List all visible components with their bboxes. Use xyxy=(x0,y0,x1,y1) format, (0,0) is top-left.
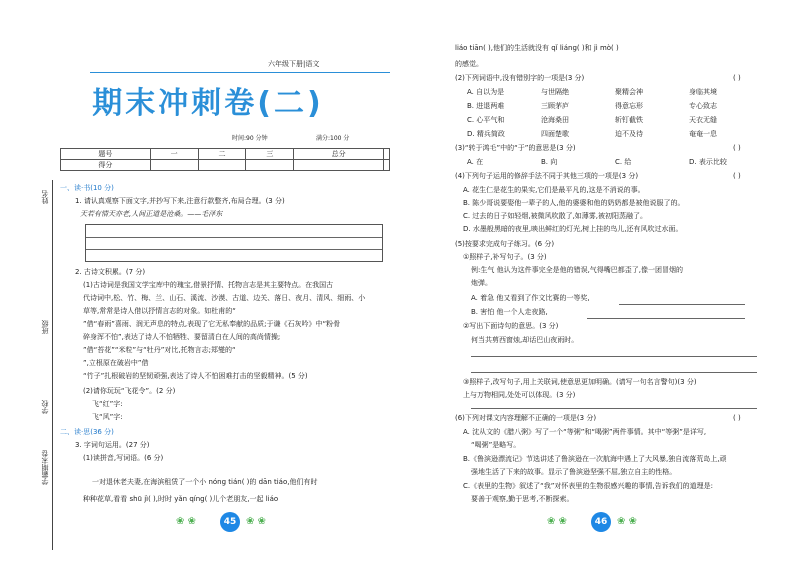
question-1-text: 天若有情天亦老,人间正道是沧桑。——毛泽东 xyxy=(80,210,223,218)
q2-sub-2: (2)请你玩玩“飞花令”。(2 分) xyxy=(83,387,176,395)
score-input-cell[interactable] xyxy=(246,160,294,171)
question-r5: (5)按要求完成句子练习。(6 分) xyxy=(455,240,555,248)
question-r2: (2)下列词语中,没有错别字的一项是(3 分) xyxy=(455,74,585,82)
table-cell: 总分 xyxy=(294,149,384,160)
r-line: 的感觉。 xyxy=(455,60,483,68)
flower-icon: ❀ ❀ xyxy=(176,516,196,527)
right-page xyxy=(397,0,794,562)
answer-line[interactable] xyxy=(619,304,745,305)
title-box xyxy=(80,72,336,124)
answer-paren[interactable]: ( ) xyxy=(733,172,741,180)
score-label: 满分:100 分 xyxy=(316,135,350,142)
question-2: 2. 古诗文积累。(7 分) xyxy=(75,268,146,276)
option-word: 迫不及待 xyxy=(615,130,643,138)
question-r4: (4)下列句子运用的修辞手法不同于其他三项的一项是(3 分) xyxy=(455,172,639,180)
writing-line xyxy=(86,249,382,250)
r5-example: 例:生气 他认为这件事完全是他的错误,气得嘴巴都歪了,像一团冒烟的 xyxy=(471,266,684,274)
score-input-cell[interactable] xyxy=(294,160,384,171)
answer-paren[interactable]: ( ) xyxy=(733,144,741,152)
option-b: B. 进退两难 xyxy=(467,102,505,110)
q2-line: 碎身浑不怕”,表达了诗人不怕牺牲、要留清白在人间的高尚情操; xyxy=(83,333,281,341)
question-r3: (3)“转于鸿毛”中的“于”的意思是(3 分) xyxy=(455,144,576,152)
answer-paren[interactable]: ( ) xyxy=(733,414,741,422)
r-line: liáo tiān( ),他们的生活就没有 qǐ liáng( )和 jì mò( ) xyxy=(455,44,619,52)
option-c: C. 给 xyxy=(615,158,632,166)
q2-line: (1)古诗词是我国文学宝库中的瑰宝,借景抒情、托物言志是其主要特点。在我国古 xyxy=(83,281,334,289)
score-input-cell[interactable] xyxy=(383,160,389,171)
r5-sub-2: ②写出下面诗句的意思。(3 分) xyxy=(463,322,559,330)
side-label-name: 姓名 xyxy=(41,190,49,204)
option-a: A. 自以为是 xyxy=(467,88,505,96)
option-word: 聚精会神 xyxy=(615,88,643,96)
side-label-class: 班级 xyxy=(41,320,49,334)
answer-paren[interactable]: ( ) xyxy=(733,74,741,82)
answer-line[interactable] xyxy=(471,408,757,409)
flower-icon: ❀ ❀ xyxy=(617,516,637,527)
option-word: 与世隔绝 xyxy=(541,88,569,96)
q2-line: ”,立根原在破岩中”借 xyxy=(83,359,149,367)
table-cell: 题号 xyxy=(61,149,151,160)
page-number: 45 xyxy=(220,512,240,532)
option-word: 四面楚歌 xyxy=(541,130,569,138)
option-c-cont: 要善于观察,勤于思考,不断探索。 xyxy=(471,495,574,503)
side-label-school: 学校 xyxy=(41,400,49,414)
side-label-series: 学霸期末卷 xyxy=(41,450,49,485)
q3-sub-1: (1)读拼音,写词语。(6 分) xyxy=(83,454,164,462)
question-r6: (6)下列对课文内容理解不正确的一项是(3 分) xyxy=(455,414,597,422)
option-a: A. 在 xyxy=(467,158,484,166)
q2-line: 草等,常常是诗人借以抒情言志的对象。如杜甫的“ xyxy=(83,307,236,315)
time-label: 时间:90 分钟 xyxy=(232,135,268,142)
answer-line[interactable] xyxy=(471,356,757,357)
fly-flower-wind: 飞“风”字: xyxy=(92,413,123,421)
option-c: C.《表里的生物》叙述了“我”对怀表里的生物很感兴趣的事情,告诉我们的道理是: xyxy=(463,482,713,490)
page-number: 46 xyxy=(591,512,611,532)
q2-line: ”借“春雨”喜雨、润无声息的特点,表现了它无私奉献的品质;于谦《石灰吟》中“粉骨 xyxy=(83,320,341,328)
option-c: C. 过去的日子如轻烟,被微风吹散了,如薄雾,被初阳蒸融了。 xyxy=(463,212,648,220)
score-table-header xyxy=(61,149,390,160)
option-b: B.《鲁滨逊漂流记》节选讲述了鲁滨逊在一次航海中遇上了大风暴,独自流落荒岛上,顽 xyxy=(463,455,727,463)
section-2-heading: 二、读·思(36 分) xyxy=(60,428,114,436)
option-d: D. 水墨般黑暗的夜里,映出鲜红的灯光,树上挂的鸟儿,还有风吹过水面。 xyxy=(463,225,683,233)
q2-line: 代诗词中,松、竹、梅、兰、山石、溪流、沙漠、古道、边关、落日、夜月、清风、细雨、小 xyxy=(83,294,366,302)
question-3: 3. 字词句运用。(27 分) xyxy=(75,441,150,449)
option-a-cont: “喝粥”是略写。 xyxy=(471,441,521,449)
option-word: 奄奄一息 xyxy=(689,130,717,138)
q2-line: “竹子”扎根破岩的坚韧顽强,表达了诗人不怕困难打击的坚毅精神。(5 分) xyxy=(83,372,308,380)
table-cell: 得分 xyxy=(61,160,151,171)
q3-line: 一对退休老夫妻,在海滨租赁了一个小 nóng tián( )的 dān tiáo,他们有时 xyxy=(92,478,318,486)
option-a: A. 沈从文的《腊八粥》写了一个“等粥”和“喝粥”两件事情。其中“等粥”是详写, xyxy=(463,428,707,436)
r5-item-a: A. 着急 他又看到了作文比赛的一等奖, xyxy=(471,294,590,302)
grade-label: 六年级下册|语文 xyxy=(268,60,320,68)
answer-line[interactable] xyxy=(471,372,757,373)
option-word: 三顾茅庐 xyxy=(541,102,569,110)
option-word: 身临其境 xyxy=(689,88,717,96)
writing-line xyxy=(86,237,382,238)
score-table xyxy=(60,148,390,171)
q2-line: ”借“苔花”“米粒”与“牡丹”对比,托物言志;郑燮的“ xyxy=(83,346,236,354)
option-d: D. 表示比较 xyxy=(689,158,727,166)
page-title: 期末冲刺卷(二) xyxy=(92,86,324,121)
option-d: D. 精兵简政 xyxy=(467,130,505,138)
r5-item-b: B. 害怕 他一个人走夜路, xyxy=(471,308,548,316)
option-word: 天衣无缝 xyxy=(689,116,717,124)
option-word: 沧海桑田 xyxy=(541,116,569,124)
option-word: 斩钉截铁 xyxy=(615,116,643,124)
table-cell: 三 xyxy=(246,149,294,160)
option-b: B. 向 xyxy=(541,158,558,166)
question-1: 1. 请认真观察下面文字,并抄写下来,注意行款整齐,布局合理。(3 分) xyxy=(75,197,285,205)
option-word: 专心致志 xyxy=(689,102,717,110)
r5-sub-3b: 上与万物相同,处处可以体现。(3 分) xyxy=(463,391,576,399)
option-a: A. 花生仁是花生的果实,它们是最平凡的,这是不消说的事。 xyxy=(463,186,645,194)
option-b-cont: 强地生活了下来的故事。显示了鲁滨逊坚强不屈,独立自主的性格。 xyxy=(471,468,677,476)
r5-example: 炮弹。 xyxy=(471,279,492,287)
table-cell xyxy=(383,149,389,160)
r5-poem: 何当共剪西窗烛,却话巴山夜雨时。 xyxy=(471,336,579,344)
table-cell: 二 xyxy=(198,149,246,160)
fly-flower-red: 飞“红”字: xyxy=(92,400,123,408)
answer-line[interactable] xyxy=(587,318,745,319)
flower-icon: ❀ ❀ xyxy=(547,516,567,527)
table-cell: 一 xyxy=(150,149,198,160)
score-input-cell[interactable] xyxy=(198,160,246,171)
flower-icon: ❀ ❀ xyxy=(246,516,266,527)
score-table-row xyxy=(61,160,390,171)
option-c: C. 心平气和 xyxy=(467,116,505,124)
r5-sub-3: ③照样子,改写句子,用上关联词,使意思更加明确。(请写一句名言警句)(3 分) xyxy=(463,378,697,386)
option-b: B. 陈少哥说要娶他一辈子的人,他的婆婆和他的奶奶都是被他说服了的。 xyxy=(463,199,685,207)
binding-line xyxy=(52,180,53,550)
q3-line: 种种花草,看看 shū jì( ),时时 yǎn qíng( )儿个老朋友,一起 liáo xyxy=(83,495,279,503)
score-input-cell[interactable] xyxy=(150,160,198,171)
section-1-heading: 一、读·书(10 分) xyxy=(60,184,114,192)
option-word: 得意忘形 xyxy=(615,102,643,110)
r5-sub-1: ①照样子,补写句子。(3 分) xyxy=(463,253,547,261)
writing-box[interactable] xyxy=(85,224,383,262)
